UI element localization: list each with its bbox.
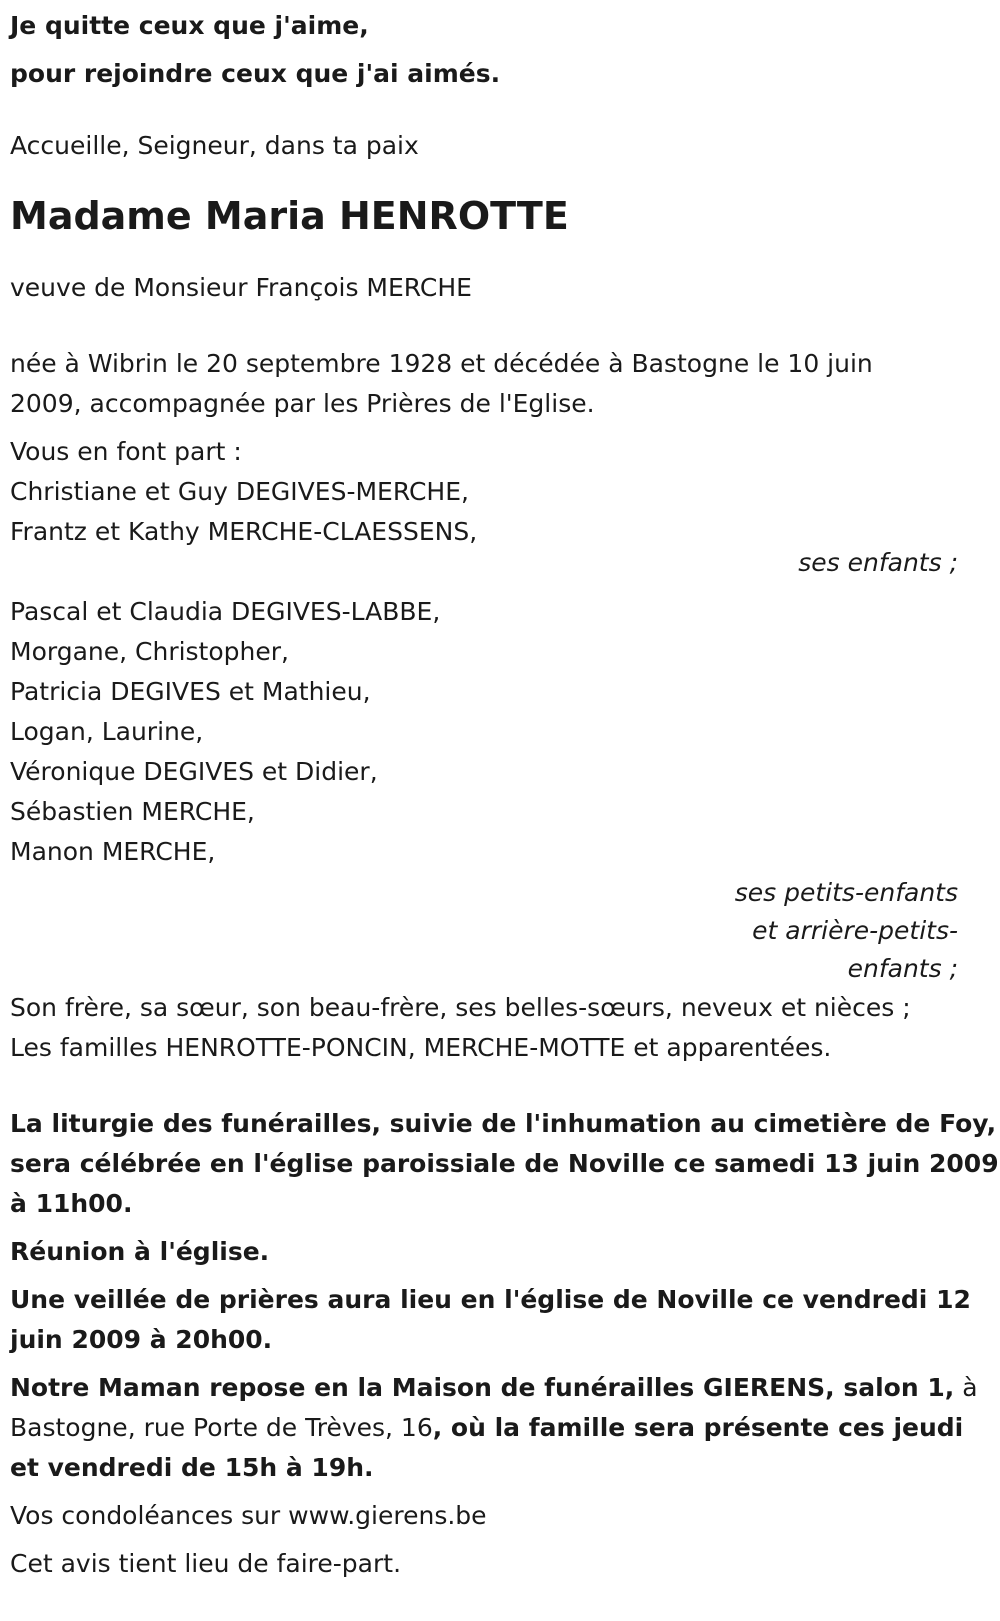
condolences-text: Vos condoléances sur	[10, 1501, 289, 1530]
birth-death-info	[10, 344, 980, 424]
list-item: Manon MERCHE,	[10, 837, 216, 866]
invocation: Accueille, Seigneur, dans ta paix	[10, 131, 419, 160]
condolences-link[interactable]: www.gierens.be	[288, 1501, 487, 1530]
list-item: Morgane, Christopher,	[10, 637, 289, 666]
spouse-line: veuve de Monsieur François MERCHE	[10, 273, 472, 302]
relatives-line-1: Son frère, sa sœur, son beau-frère, ses belles-sœurs, neveux et nièces ;	[10, 993, 911, 1022]
grandchildren-list	[10, 592, 980, 872]
rest-bold-2: , où la famille sera présente ces jeudi	[432, 1413, 964, 1442]
grandchildren-label-line-3: enfants ;	[847, 954, 958, 983]
vigil-info	[10, 1280, 980, 1360]
epigraph-line-1: Je quitte ceux que j'aime,	[10, 11, 369, 40]
list-item: Frantz et Kathy MERCHE-CLAESSENS,	[10, 517, 478, 546]
funeral-line-1: La liturgie des funérailles, suivie de l'inhumation au cimetière de Foy,	[10, 1109, 997, 1138]
relatives	[10, 988, 980, 1068]
grandchildren-label-line-2: et arrière-petits-	[752, 916, 958, 945]
birth-death-line-1: née à Wibrin le 20 septembre 1928 et décédée à Bastogne le 10 juin	[10, 349, 873, 378]
condolences-line	[10, 1496, 980, 1536]
list-item: Véronique DEGIVES et Didier,	[10, 757, 378, 786]
children-list	[10, 472, 980, 552]
birth-death-line-2: 2009, accompagnée par les Prières de l'Eglise.	[10, 389, 595, 418]
list-item: Pascal et Claudia DEGIVES-LABBE,	[10, 597, 441, 626]
grandchildren-label	[10, 874, 980, 988]
list-item: Patricia DEGIVES et Mathieu,	[10, 677, 371, 706]
rest-bold-1: Notre Maman repose en la Maison de funérailles GIERENS, salon 1,	[10, 1373, 955, 1402]
closing-note: Cet avis tient lieu de faire-part.	[10, 1549, 402, 1578]
relatives-line-2: Les familles HENROTTE-PONCIN, MERCHE-MOTTE et apparentées.	[10, 1033, 832, 1062]
rest-address: Bastogne, rue Porte de Trèves, 16	[10, 1413, 433, 1442]
rest-normal-1: à	[954, 1373, 978, 1402]
vigil-line-1: Une veillée de prières aura lieu en l'église de Noville ce vendredi 12	[10, 1285, 971, 1314]
vigil-line-2: juin 2009 à 20h00.	[10, 1325, 273, 1354]
children-label: ses enfants ;	[798, 548, 958, 577]
epigraph	[10, 0, 980, 98]
list-item: Logan, Laurine,	[10, 717, 204, 746]
rest-bold-3: et vendredi de 15h à 19h.	[10, 1453, 374, 1482]
list-item: Sébastien MERCHE,	[10, 797, 255, 826]
list-item: Christiane et Guy DEGIVES-MERCHE,	[10, 477, 469, 506]
funeral-line-3: à 11h00.	[10, 1189, 133, 1218]
funeral-line-2: sera célébrée en l'église paroissiale de Noville ce samedi 13 juin 2009	[10, 1149, 999, 1178]
epigraph-line-2: pour rejoindre ceux que j'ai aimés.	[10, 59, 501, 88]
grandchildren-label-line-1: ses petits-enfants	[734, 878, 958, 907]
meeting-info: Réunion à l'église.	[10, 1237, 270, 1266]
announce-intro: Vous en font part :	[10, 437, 242, 466]
funeral-info	[10, 1104, 999, 1224]
deceased-name: Madame Maria HENROTTE	[10, 194, 569, 238]
rest-info	[10, 1368, 980, 1488]
